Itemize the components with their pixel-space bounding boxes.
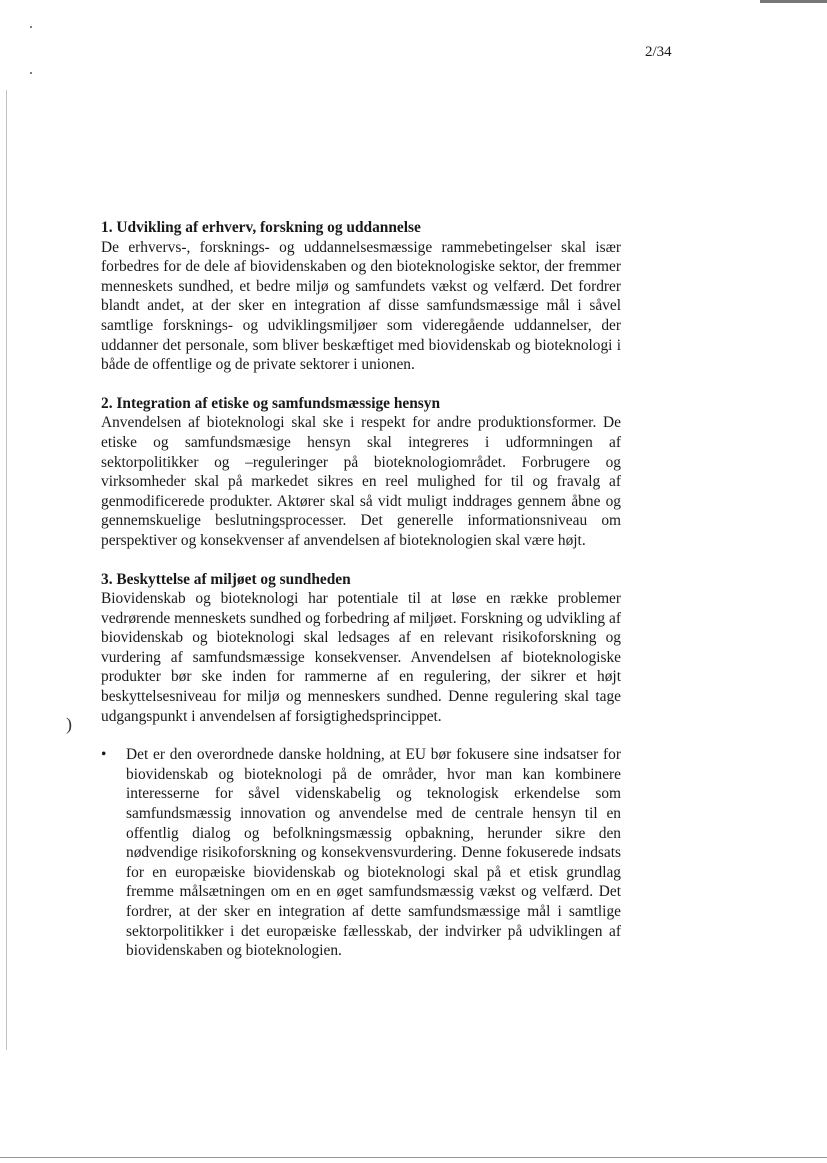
bullet-icon: • (101, 746, 107, 764)
section-heading: 1. Udvikling af erhverv, forskning og uddannelse (101, 219, 421, 236)
section-erhverv (101, 218, 621, 375)
section-miljoe (101, 570, 621, 727)
scan-bottom-line (0, 1157, 827, 1158)
section-paragraph: Biovidenskab og bioteknologi har potentiale til at løse en række problemer vedrørende menneskets sundhed og forbedring af miljøet. Forskning og udvikling af biovidenskab og bioteknologi skal ledsages af en relevant risikoforskning og vurdering af samfundsmæssige konsekvenser. Anvendelsen af bioteknologiske produkter bør ske inden for rammerne af en regulering, der sikrer et højt beskyttelsesniveau for miljø og menneskers sundhed. Denne regulering skal tage udgangspunkt i anvendelsen af forsigtighedsprincippet. (101, 590, 621, 725)
document-body (101, 218, 621, 961)
scan-margin-line (6, 90, 7, 1050)
scan-speck (30, 72, 32, 74)
page-number: 2/34 (645, 44, 672, 60)
section-etik (101, 394, 621, 551)
scan-artifact-paren: ) (66, 714, 72, 734)
section-paragraph: Anvendelsen af bioteknologi skal ske i respekt for andre produktionsformer. De etiske og samfundsmæsige hensyn skal integreres i udformningen af sektorpolitikker og –reguleringer på bioteknologiområdet. Forbrugere og virksomheder skal på markedet sikres en reel mulighed for til og fravalg af genmodificerede produkter. Aktører skal så vidt muligt inddrages gennem åbne og gennemskuelige beslutningsprocesser. Det generelle informationsniveau om perspektiver og konsekvenser af anvendelsen af bioteknologien skal være højt. (101, 414, 621, 549)
section-paragraph: De erhvervs-, forsknings- og uddannelsesmæssige rammebetingelser skal især forbedres for de dele af biovidenskaben og den bioteknologiske sektor, der fremmer menneskets sundhed, et bedre miljø og samfundets vækst og velfærd. Det fordrer blandt andet, at der sker en integration af disse samfundsmæssige mål i såvel samtlige forsknings- og udviklingsmiljøer som videregående uddannelser, der uddanner det personale, som bliver beskæftiget med biovidenskab og bioteknologi i både de offentlige og de private sektorer i unionen. (101, 238, 621, 374)
bullet-text: Det er den overordnede danske holdning, at EU bør fokusere sine indsatser for biovidenskab og bioteknologi på de områder, hvor man kan kombinere interesserne for såvel videnskabelig og teknologisk erkendelse som samfundsmæssig innovation og anvendelse med de centrale hensyn til en offentlig dialog og befolkningsmæssig opbakning, herunder sikre den nødvendige risikoforskning og konsekvensvurdering. Denne fokuserede indsats for en europæiske biovidenskab og bioteknologi skal på et etisk grundlag fremme målsætningen om en en øget samfundsmæssig vækst og velfærd. Det fordrer, at der sker en integration af dette samfundsmæssige mål i samtlige sektorpolitikker i det europæiske fællesskab, der indvirker på udviklingen af biovidenskaben og bioteknologien. (126, 746, 621, 960)
scan-speck (30, 26, 32, 28)
section-heading: 3. Beskyttelse af miljøet og sundheden (101, 570, 351, 588)
scan-edge-mark (760, 0, 827, 3)
bullet-item (101, 745, 621, 961)
section-heading: 2. Integration af etiske og samfundsmæssige hensyn (101, 394, 441, 412)
